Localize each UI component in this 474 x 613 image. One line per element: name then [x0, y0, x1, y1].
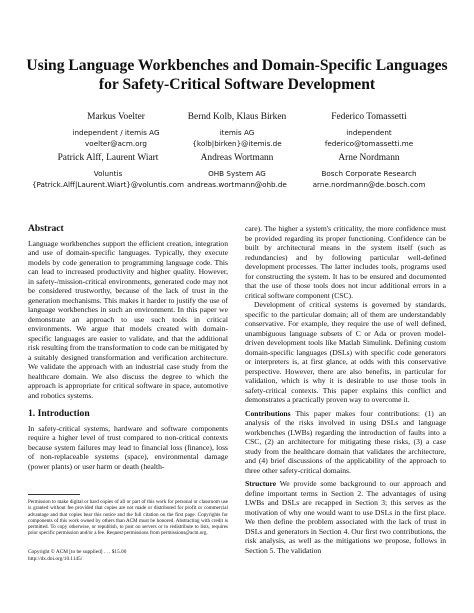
author-email: federico@tomassetti.me — [324, 139, 414, 148]
author-affiliation: itemis AG — [219, 128, 255, 137]
abstract-text: Language workbenches support the efficient creation, integration and use of domain-specific languages. Typically, they execute models by code generation to programming language code. This can lead to increased productivity and higher quality. However, in safety-/mission-critical environments, generated code may not be considered trustworthy, because of the lack of trust in the generation mechanisms. This makes it harder to justify the use of language workbenches in such an environment. In this paper we demonstrate an approach to use such tools in critical environments. We argue that models created with domain-specific languages are easier to validate, and that the additional risk resulting from the transformation to code can be mitigated by a suitably designed transformation and verification architecture. We validate the approach with an industrial case study from the healthcare domain. We also discuss the degree to which the approach is appropriate for critical software in space, automotive and robotics systems. — [28, 238, 228, 400]
section-heading-introduction: 1. Introduction — [28, 408, 90, 419]
author-email: {kolb|birken}@itemis.de — [192, 139, 282, 148]
structure-label: Structure — [245, 479, 277, 488]
author-name: Federico Tomassetti — [331, 112, 407, 122]
author-affiliation: Bosch Corporate Research — [321, 169, 417, 178]
contributions-paragraph — [245, 409, 446, 476]
author-name: Andreas Wortmann — [200, 153, 274, 163]
title-line-2: for Safety-Critical Software Development — [98, 76, 376, 93]
author-email: voelter@acm.org — [85, 139, 147, 148]
copyright-line: Copyright © ACM [to be supplied] . . . $15.00 — [28, 549, 127, 555]
author-affiliation: Voluntis — [93, 169, 123, 178]
copyright-notice — [28, 549, 228, 562]
doi-line: http://dx.doi.org/10.1145/ — [28, 555, 83, 562]
author-name: Patrick Alff, Laurent Wiart — [57, 153, 159, 163]
contributions-label: Contributions — [245, 408, 291, 418]
right-column — [245, 224, 446, 555]
author-name: Bernd Kolb, Klaus Birken — [187, 112, 287, 122]
contributions-text: This paper makes four contributions: (1) an analysis of the risks involved in using DSLs and language workbenches (LWBs) regarding the introduction of faults into a CSC, (2) an architecture for mitigating these risks, (3) a case study from the healthcare domain that validates the architecture, and (4) brief discussions of the applicability of the approach to three other safety-critical domains. — [245, 408, 446, 475]
author-block — [290, 153, 448, 190]
author-affiliation: independent / itemis AG — [72, 128, 160, 137]
author-email: andreas.wortmann@ohb.de — [187, 180, 287, 189]
author-affiliation: independent — [346, 128, 392, 137]
body-paragraph: care). The higher a system's criticality, the more confidence must be provided regarding its proper functioning. Confidence can be built by architectural means in the system itself (such as redundancies) and by following particular well-defined development processes. The latter includes tools, programs used for constructing the system. It has to be ensured and documented that the use of those tools does not incur additional errors in a critical software component (CSC). — [245, 224, 446, 300]
body-paragraph: Development of critical systems is governed by standards, specific to the particular domain; all of them are understandably conservative. For example, they require the use of well defined, unambiguous language subsets of C or Ada or proven model-driven development tools like Matlab Simulink. Defining custom domain-specific languages (DSLs) with specific code generators or interpreters is, at first glance, at odds with this conservative perspective. However, there are also benefits, in particular for validation, which is why it is desirable to use those tools in safety-critical contexts. This paper explains this conflict and demonstrates a practically proven way to overcome it. — [245, 300, 446, 404]
left-column — [28, 224, 228, 471]
author-name: Arne Nordmann — [338, 153, 400, 163]
permission-notice: Permission to make digital or hard copies of all or part of this work for personal or classroom use is granted without fee provided that copies are not made or distributed for profit or commercial advantage and that copies bear this notice and the full citation on the first page. Copyrights for components of this work owned by others than ACM must be honored. Abstracting with credit is permitted. To copy otherwise, or republish, to post on servers or to redistribute to lists, requires prior specific permission and/or a fee. Request permissions from permissions@acm.org. — [28, 499, 228, 537]
footnote-rule — [28, 494, 80, 495]
author-email: arne.nordmann@de.bosch.com — [312, 180, 426, 189]
intro-paragraph: In safety-critical systems, hardware and software components require a higher level of trust compared to non-critical contexts because system failures may lead to financial loss (finance), loss of non-replaceable systems (space), environmental damage (power plants) or user harm or death (health- — [28, 423, 228, 471]
author-email: {Patrick.Alff|Laurent.Wiart}@voluntis.com — [31, 180, 185, 189]
structure-text: We provide some background to our approach and define important terms in Section 2. The advantages of using LWBs and DSLs are recapped in Section 3; this serves as the motivation of why one would want to use DSLs in the first place. We then define the problem associated with the lack of trust in DSLs and generators in Section 4. Our first two contributions, the risk analysis, as well as the mitigations we propose, follows in Section 5. The validation — [245, 479, 446, 555]
author-name: Markus Voelter — [87, 112, 145, 122]
abstract-heading: Abstract — [28, 223, 64, 234]
title-line-1: Using Language Workbenches and Domain-Specific Languages — [26, 57, 448, 74]
author-affiliation: OHB System AG — [208, 169, 266, 178]
structure-paragraph — [245, 479, 446, 555]
paper-title — [20, 56, 454, 94]
author-block — [290, 112, 448, 149]
